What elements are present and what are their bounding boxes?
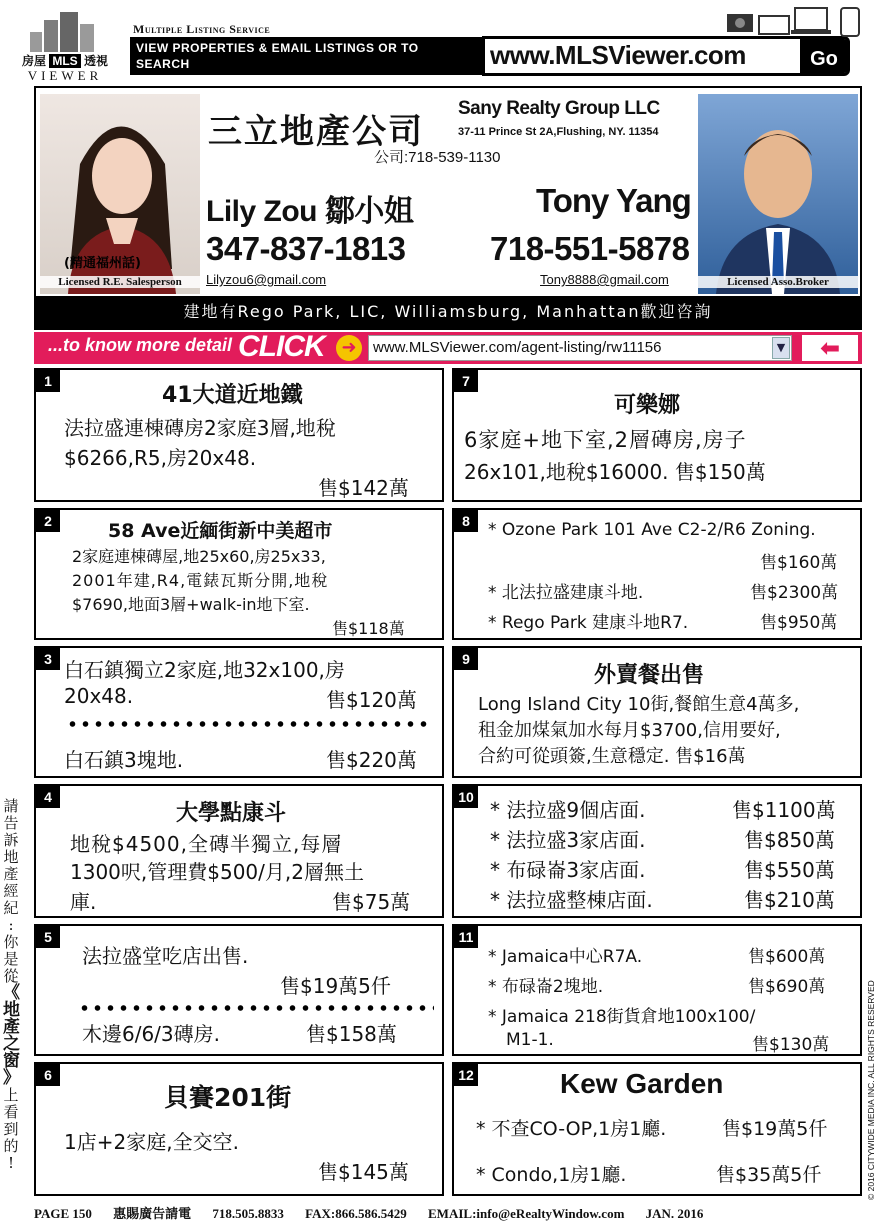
listing-line: 法拉盛連棟磚房2家庭3層,地稅 — [64, 416, 336, 440]
site-url-link[interactable]: www.MLSViewer.com — [490, 40, 746, 70]
logo-cn2: 透視 — [84, 54, 109, 68]
agent-left-caption: Licensed R.E. Salesperson — [40, 276, 200, 288]
listing-price: 售$158萬 — [306, 1022, 397, 1046]
listing-6 — [34, 1062, 444, 1196]
listing-price: 售$120萬 — [326, 688, 417, 712]
listing-title: 41大道近地鐵 — [162, 383, 303, 408]
ads-label: 惠賜廣告請電 — [113, 1206, 192, 1221]
listing-line: M1-1. — [506, 1030, 554, 1050]
listing-line: 法拉盛堂吃店出售. — [82, 944, 249, 968]
side-note — [3, 798, 19, 1172]
agent-left-name: Lily Zou 鄒小姐 — [206, 195, 414, 228]
listing-price: 售$118萬 — [332, 619, 405, 638]
listing-number: 11 — [454, 926, 478, 948]
company-name-en: Sany Realty Group LLC — [458, 98, 660, 119]
listing-price: 售$19萬5仟 — [722, 1118, 828, 1140]
devices-icon — [725, 6, 865, 38]
listing-title: 大學點康斗 — [176, 801, 287, 826]
listing-line: 1300呎,管理費$500/月,2層無土 — [70, 860, 364, 884]
listing-price: 售$950萬 — [760, 613, 838, 633]
listing-line: * 布碌崙3家店面. — [490, 858, 646, 882]
side-note-magazine: 《 地 產 之 窗 》 — [3, 983, 20, 1088]
agent-left-email-link[interactable]: Lilyzou6@gmail.com — [206, 272, 327, 287]
listing-price: 售$19萬5仟 — [280, 974, 391, 998]
company-address: 37-11 Prince St 2A,Flushing, NY. 11354 — [458, 126, 659, 138]
agent-right-phone: 718-551-5878 — [490, 230, 690, 267]
agent-photo-lily-zou — [40, 94, 200, 294]
listing-line: * 法拉盛9個店面. — [490, 798, 646, 822]
logo-mls: MLS — [49, 54, 80, 68]
listing-line: * 北法拉盛建康斗地. — [488, 583, 644, 603]
listing-number: 12 — [454, 1064, 478, 1086]
listing-line: 地稅$4500,全磚半獨立,每層 — [70, 832, 343, 856]
tagline-line-1: VIEW PROPERTIES & EMAIL LISTINGS OR TO SEARCH — [136, 41, 419, 71]
listing-number: 2 — [36, 510, 60, 532]
agent-left-phone: 347-837-1813 — [206, 230, 406, 267]
listing-number: 4 — [36, 786, 60, 808]
listing-price: 售$550萬 — [744, 858, 835, 882]
listing-number: 5 — [36, 926, 60, 948]
tagline-banner — [130, 37, 482, 87]
listing-8 — [452, 508, 862, 640]
click-label[interactable]: CLICK — [238, 330, 325, 363]
listing-price: 售$600萬 — [748, 947, 826, 967]
arrow-right-icon: ➜ — [336, 335, 362, 361]
footer-fax: FAX:866.586.5429 — [305, 1206, 407, 1221]
listing-line: 26x101,地稅$16000. 售$150萬 — [464, 460, 766, 484]
listing-line: * Ozone Park 101 Ave C2-2/R6 Zoning. — [488, 520, 816, 540]
listing-7 — [452, 368, 862, 502]
listing-line: * Jamaica 218街貨倉地100x100/ — [488, 1007, 756, 1027]
listing-number: 1 — [36, 370, 60, 392]
company-phone: 公司:718-539-1130 — [374, 149, 501, 166]
listing-line: 租金加煤氣加水每月$3700,信用要好, — [478, 720, 781, 741]
service-title: Multiple Listing Service — [133, 22, 271, 36]
listing-11 — [452, 924, 862, 1056]
agent-panel — [34, 86, 862, 330]
chevron-down-icon[interactable]: ▼ — [772, 337, 790, 359]
listing-line: 白石鎮3塊地. — [64, 748, 184, 772]
listing-price: 售$142萬 — [318, 476, 409, 500]
listing-line: * 不查CO-OP,1房1廳. — [476, 1118, 667, 1140]
listing-4 — [34, 784, 444, 918]
click-bar[interactable] — [34, 332, 862, 364]
listing-line: * 法拉盛3家店面. — [490, 828, 646, 852]
listing-line: 2家庭連棟磚屋,地25x60,房25x33, — [72, 547, 326, 566]
listing-title: 58 Ave近緬街新中美超市 — [108, 520, 333, 542]
page-number: PAGE 150 — [34, 1206, 92, 1221]
listing-10 — [452, 784, 862, 918]
listing-line: 合約可從頭簽,生意穩定. 售$16萬 — [478, 746, 746, 767]
listing-price: 售$850萬 — [744, 828, 835, 852]
company-name-cn: 三立地產公司 — [208, 112, 424, 152]
logo-viewer: VIEWER — [27, 68, 103, 83]
listing-line: * 布碌崙2塊地. — [488, 977, 604, 997]
listing-line: 白石鎮獨立2家庭,地32x100,房 — [64, 658, 345, 682]
listing-price: 售$35萬5仟 — [716, 1164, 822, 1186]
listing-line: 木邊6/6/3磚房. — [82, 1022, 221, 1046]
listing-line: * Condo,1房1廳. — [476, 1164, 627, 1186]
side-note-part: 請 告 訴 地 產 經 紀 : 你 是 從 — [3, 797, 19, 985]
listing-line: * Rego Park 建康斗地R7. — [488, 613, 689, 633]
agent-right-email-link[interactable]: Tony8888@gmail.com — [540, 272, 669, 287]
listing-title: 可樂娜 — [614, 393, 681, 418]
listing-price: 售$2300萬 — [750, 583, 839, 603]
listing-2 — [34, 508, 444, 640]
listing-line: 1店+2家庭,全交空. — [64, 1130, 239, 1154]
listing-price: 售$145萬 — [318, 1160, 409, 1184]
arrow-left-icon[interactable]: ⬅ — [802, 335, 858, 361]
click-bar-text: ...to know more detail — [48, 335, 233, 355]
listing-price: 售$130萬 — [752, 1035, 830, 1055]
issue-date: JAN. 2016 — [645, 1206, 704, 1221]
listing-title: Kew Garden — [560, 1068, 724, 1099]
agent-photo-tony-yang — [698, 94, 858, 294]
listing-title: 外賣餐出售 — [594, 663, 705, 688]
side-note-part: 上 看 到 的 ! — [3, 1086, 19, 1172]
copyright-notice: © 2016 CITYWIDE MEDIA INC. ALL RIGHTS RESERVED — [866, 980, 876, 1200]
listing-line: Long Island City 10街,餐館生意4萬多, — [478, 694, 800, 715]
listing-line: * Jamaica中心R7A. — [488, 947, 643, 967]
listing-line: 20x48. — [64, 684, 134, 708]
listing-line: 6家庭+地下室,2層磚房,房子 — [464, 428, 747, 452]
listing-9 — [452, 646, 862, 778]
dotted-divider — [78, 1004, 434, 1012]
listing-price: 售$690萬 — [748, 977, 826, 997]
listing-5 — [34, 924, 444, 1056]
listing-number: 10 — [454, 786, 478, 808]
logo-cn: 房屋 — [21, 54, 46, 68]
agent-right-caption: Licensed Asso.Broker — [698, 276, 858, 288]
language-note: (精通福州話) — [64, 256, 141, 271]
dotted-divider — [66, 720, 432, 728]
listing-number: 6 — [36, 1064, 60, 1086]
tagline-line-2: ANY SERVICE PROVIDERS 24/7 A DAY, 365 DAYS — [136, 73, 439, 87]
listing-12 — [452, 1062, 862, 1196]
listing-price: 售$160萬 — [760, 553, 838, 573]
listing-price: 售$220萬 — [326, 748, 417, 772]
listing-number: 8 — [454, 510, 478, 532]
listing-3 — [34, 646, 444, 778]
mls-viewer-logo — [10, 10, 120, 83]
footer-email-link[interactable]: EMAIL:info@eRealtyWindow.com — [428, 1206, 625, 1221]
listing-line: 庫. — [70, 890, 97, 914]
listing-line: $6266,R5,房20x48. — [64, 446, 257, 470]
listing-line: * 法拉盛整棟店面. — [490, 888, 653, 912]
listing-number: 7 — [454, 370, 478, 392]
listing-price: 售$1100萬 — [732, 798, 836, 822]
listing-price: 售$210萬 — [744, 888, 835, 912]
listing-title: 貝賽201街 — [164, 1083, 292, 1112]
listing-number: 3 — [36, 648, 60, 670]
go-button[interactable]: Go — [800, 39, 848, 73]
listing-number: 9 — [454, 648, 478, 670]
agent-listing-url-field[interactable]: www.MLSViewer.com/agent-listing/rw11156 — [368, 335, 792, 361]
page-footer — [34, 1203, 721, 1222]
footer-phone: 718.505.8833 — [212, 1206, 284, 1221]
listing-price: 售$75萬 — [332, 890, 411, 914]
agent-right-name: Tony Yang — [536, 182, 691, 219]
listing-1 — [34, 368, 444, 502]
service-areas-bar: 建地有Rego Park, LIC, Williamsburg, Manhattan歡迎咨詢 — [36, 296, 860, 328]
listing-line: 2001年建,R4,電錶瓦斯分開,地稅 — [72, 571, 329, 590]
listing-line: $7690,地面3層+walk-in地下室. — [72, 595, 310, 614]
